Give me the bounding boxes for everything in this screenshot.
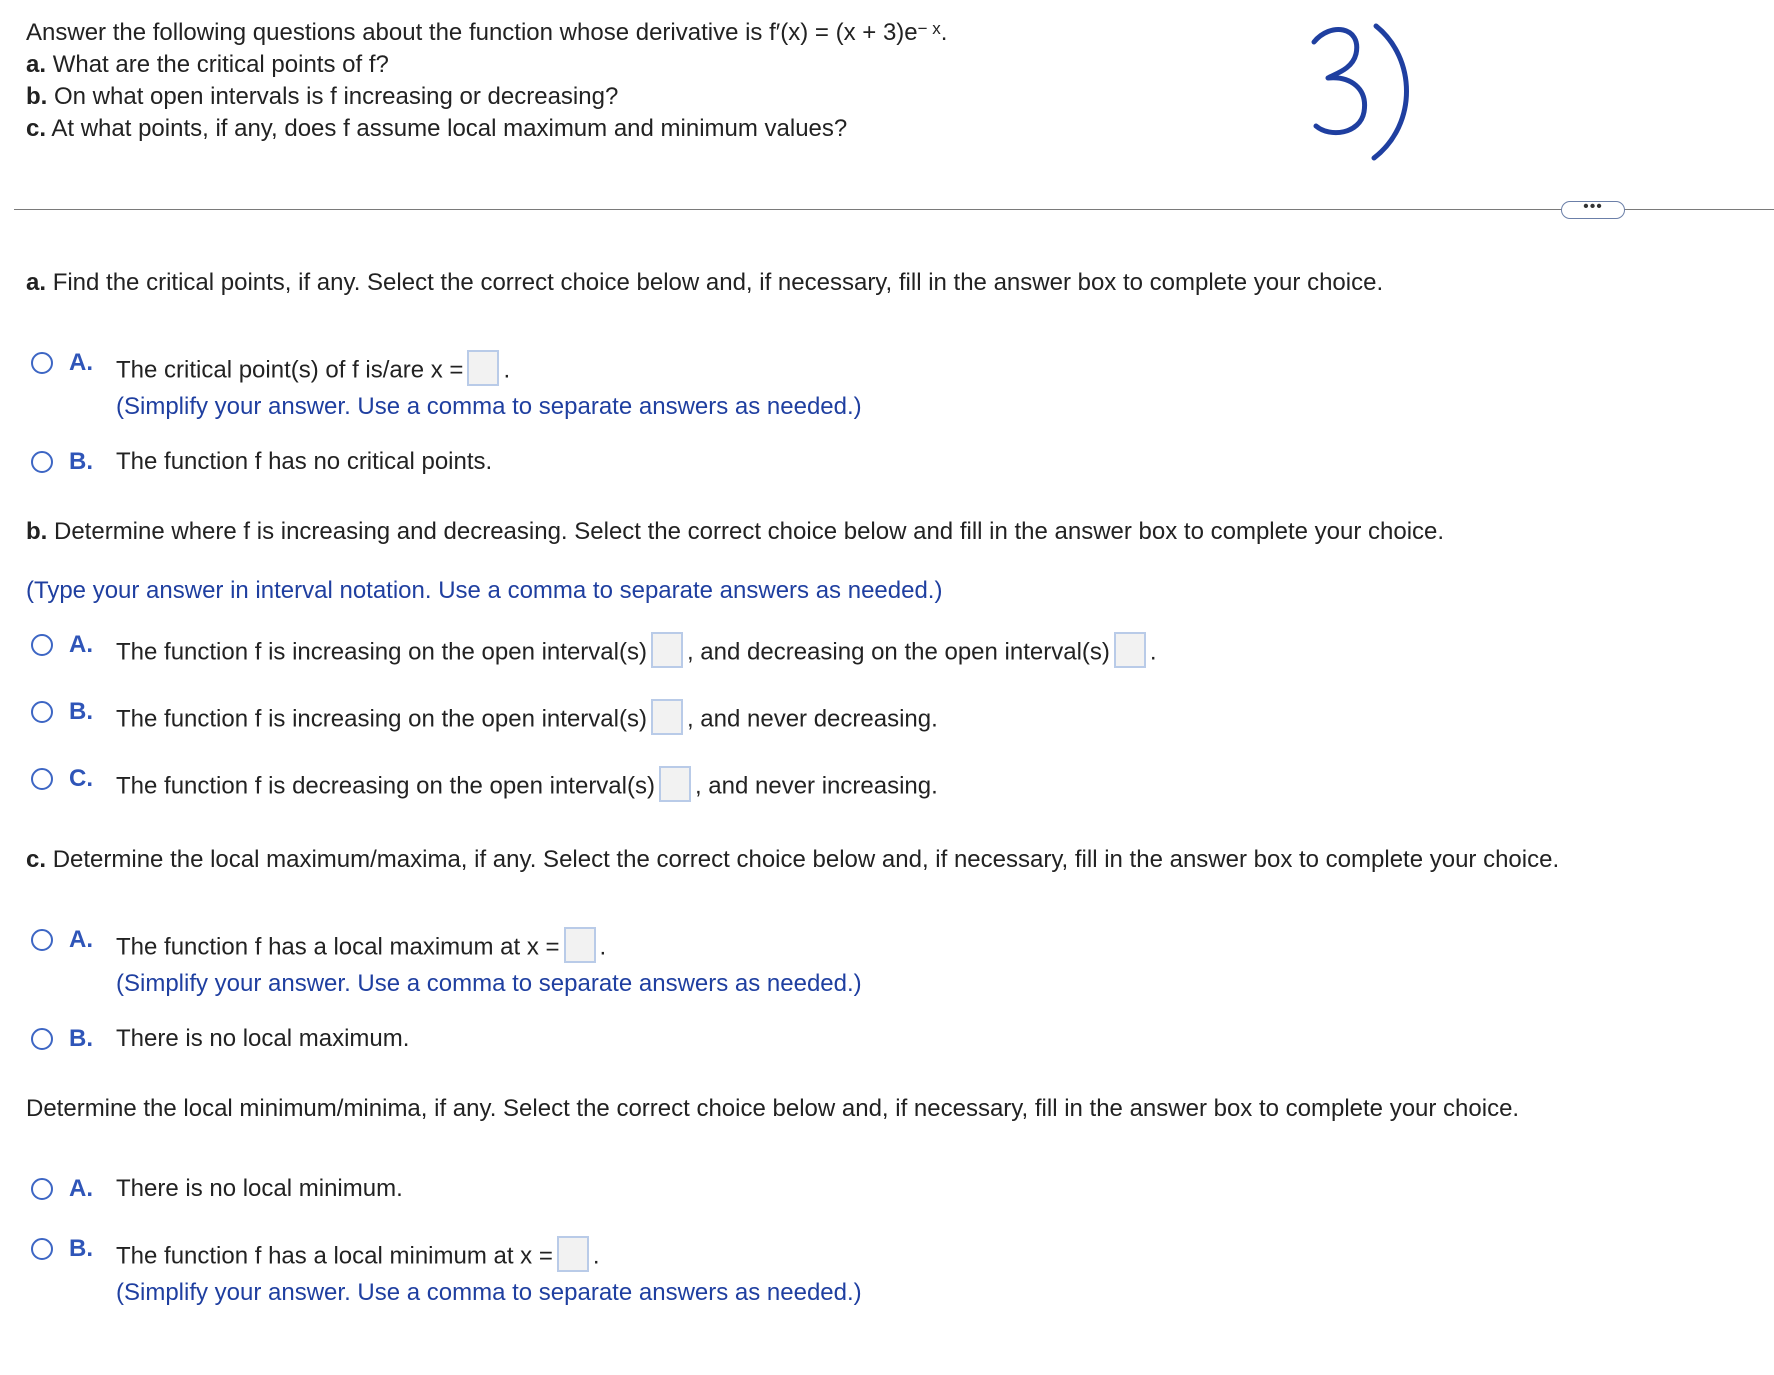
choice-letter: A. [69, 349, 93, 376]
part-b-choice-c-text: The function f is decreasing on the open interval(s) , and never increasing. [116, 769, 938, 805]
part-b-choice-c-radio[interactable] [31, 768, 53, 790]
choice-letter: B. [69, 698, 93, 725]
handwritten-annotation [1290, 8, 1420, 168]
part-c-prompt: c. Determine the local maximum/maxima, if any. Select the correct choice below and, if necessary, fill in the answer box to complete your choice. [26, 846, 1560, 873]
part-b-prompt: b. Determine where f is increasing and decreasing. Select the correct choice below and fill in the answer box to complete your choice. [26, 518, 1445, 545]
part-c-hint: (Simplify your answer. Use a comma to separate answers as needed.) [116, 970, 862, 997]
choice-letter: B. [69, 1025, 93, 1052]
min-choice-b-text: The function f has a local minimum at x = . [116, 1239, 600, 1275]
question-b: b. On what open intervals is f increasing or decreasing? [26, 83, 619, 110]
part-b-choice-b-radio[interactable] [31, 701, 53, 723]
choice-letter: B. [69, 1235, 93, 1262]
min-choice-a-text: There is no local minimum. [116, 1175, 403, 1202]
question-a: a. What are the critical points of f? [26, 51, 389, 78]
choice-letter: C. [69, 765, 93, 792]
increasing-interval-answer-box[interactable] [651, 632, 683, 668]
paren-stroke [1374, 26, 1407, 158]
question-c: c. At what points, if any, does f assume local maximum and minimum values? [26, 115, 848, 142]
critical-points-answer-box[interactable] [467, 350, 499, 386]
decreasing-interval-answer-box[interactable] [1114, 632, 1146, 668]
exponent: − x [917, 19, 941, 38]
increasing-only-answer-box[interactable] [651, 699, 683, 735]
digit-three-stroke [1314, 30, 1365, 133]
more-options-button[interactable]: ••• [1561, 201, 1625, 219]
part-a-hint: (Simplify your answer. Use a comma to separate answers as needed.) [116, 393, 862, 420]
part-a-prompt: a. Find the critical points, if any. Select the correct choice below and, if necessary, fill in the answer box to complete your choice. [26, 269, 1384, 296]
choice-letter: B. [69, 448, 93, 475]
local-min-prompt: Determine the local minimum/minima, if any. Select the correct choice below and, if necessary, fill in the answer box to complete your choice. [26, 1095, 1520, 1122]
part-c-choice-b-radio[interactable] [31, 1028, 53, 1050]
min-choice-a-radio[interactable] [31, 1178, 53, 1200]
part-c-choice-a-radio[interactable] [31, 929, 53, 951]
min-choice-b-radio[interactable] [31, 1238, 53, 1260]
part-a-choice-b-radio[interactable] [31, 451, 53, 473]
part-a-choice-b-text: The function f has no critical points. [116, 448, 493, 475]
section-divider [14, 209, 1774, 210]
part-b-hint: (Type your answer in interval notation. Use a comma to separate answers as needed.) [26, 577, 943, 604]
part-c-choice-b-text: There is no local maximum. [116, 1025, 410, 1052]
part-b-choice-b-text: The function f is increasing on the open interval(s) , and never decreasing. [116, 702, 938, 738]
choice-letter: A. [69, 631, 93, 658]
decreasing-only-answer-box[interactable] [659, 766, 691, 802]
local-max-answer-box[interactable] [564, 927, 596, 963]
part-a-choice-a-text: The critical point(s) of f is/are x = . [116, 353, 510, 389]
question-intro: Answer the following questions about the function whose derivative is $f'(x) = (x + 3)e^{- x}$. [26, 19, 948, 46]
part-a-choice-a-radio[interactable] [31, 352, 53, 374]
choice-letter: A. [69, 926, 93, 953]
min-hint: (Simplify your answer. Use a comma to separate answers as needed.) [116, 1279, 862, 1306]
choice-letter: A. [69, 1175, 93, 1202]
part-b-choice-a-radio[interactable] [31, 634, 53, 656]
part-c-choice-a-text: The function f has a local maximum at x = . [116, 930, 606, 966]
local-min-answer-box[interactable] [557, 1236, 589, 1272]
part-b-choice-a-text: The function f is increasing on the open interval(s) , and decreasing on the open interval(s) . [116, 635, 1157, 671]
